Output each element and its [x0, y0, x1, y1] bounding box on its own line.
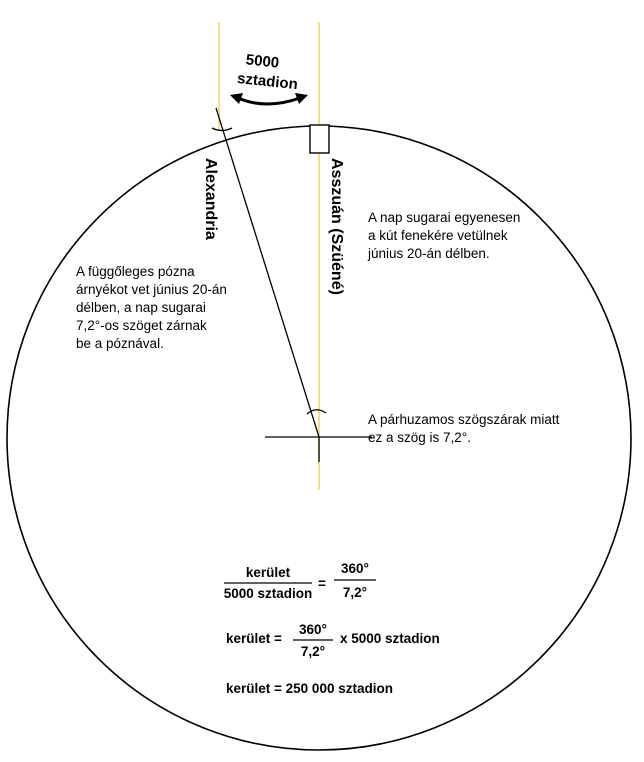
distance-value: 5000	[244, 51, 280, 72]
label-syene: Asszuán (Szüéné)	[328, 158, 345, 295]
f2-num: 360°	[299, 622, 327, 637]
f1-den-left: 5000 sztadion	[223, 586, 313, 601]
distance-unit: sztadion	[236, 69, 299, 94]
f1-equals: =	[318, 576, 326, 591]
formula-3: kerület = 250 000 sztadion	[226, 681, 393, 696]
formula-2	[226, 622, 440, 659]
f2-lhs: kerület =	[226, 631, 282, 646]
f1-den-right: 7,2°	[342, 585, 368, 600]
distance-arrow	[238, 98, 300, 104]
f1-num-left: kerület	[245, 565, 291, 580]
note-alexandria: A függőleges pózna árnyékot vet június 20-án délben, a nap sugarai 7,2°-os szöget zárnak be a póznával.	[76, 264, 227, 351]
f1-num-right: 360°	[341, 561, 369, 576]
well	[310, 125, 329, 153]
formula-1	[224, 561, 376, 601]
alexandria-radius	[216, 108, 319, 437]
angle-arc-center	[307, 410, 326, 414]
f2-den: 7,2°	[300, 644, 326, 659]
label-alexandria: Alexandria	[202, 158, 219, 240]
note-center: A párhuzamos szögszárak miatt ez a szög is 7,2°.	[368, 412, 560, 445]
note-syene: A nap sugarai egyenesen a kút fenekére vetülnek június 20-án délben.	[368, 210, 521, 261]
f2-rhs: x 5000 sztadion	[340, 631, 440, 646]
